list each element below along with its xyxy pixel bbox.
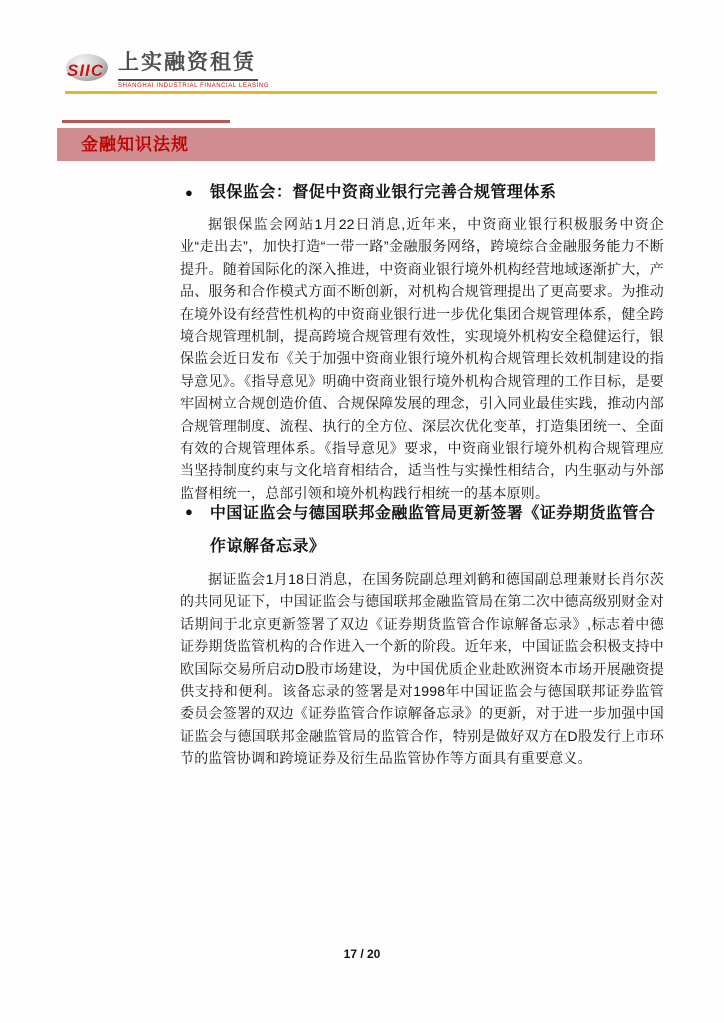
- article-body: 据证监会1月18日消息，在国务院副总理刘鹤和德国副总理兼财长肖尔茨的共同见证下，中国证监会与德国联邦金融监管局在第二次中德高级别财金对话期间于北京更新签署了双边《证券期货监管合作谅解备忘录》,标志着中德证券期货监管机构的合作进入一个新的阶段。近年来，中国证监会积极支持中欧国际交易所启动D股市场建设，为中国优质企业赴欧洲资本市场开展融资提供支持和便利。该备忘录的签署是对1998年中国证监会与德国联邦证券监管委员会签署的双边《证券监管合作谅解备忘录》的更新，对于进一步加强中国证监会与德国联邦金融监管局的监管合作，特别是做好双方在D股发行上市环节的监管协调和跨境证券及衍生品监管协作等方面具有重要意义。: [180, 571, 664, 767]
- page-number: 17 / 20: [343, 947, 381, 961]
- article-heading-text: 银保监会：督促中资商业银行完善合规管理体系: [209, 184, 557, 201]
- section-title: 金融知识法规: [81, 135, 189, 154]
- header-gold-rule: [65, 91, 657, 94]
- siic-logo-mark: SIIC: [67, 61, 105, 80]
- article-heading: [185, 497, 663, 563]
- company-name-en: SHANGHAI INDUSTRIAL FINANCIAL LEASING: [118, 83, 270, 89]
- article-heading: [185, 181, 663, 205]
- article-body: 据银保监会网站1月22日消息,近年来，中资商业银行积极服务中资企业“走出去”，加快打造“一带一路”金融服务网络，跨境综合金融服务能力不断提升。随着国际化的深入推进，中资商业银行境外机构经营地域逐渐扩大，产品、服务和合作模式方面不断创新，对机构合规管理提出了更高要求。为推动在境外设有经营性机构的中资商业银行进一步优化集团合规管理体系，健全跨境合规管理机制，提高跨境合规管理有效性，实现境外机构安全稳健运行，银保监会近日发布《关于加强中资商业银行境外机构合规管理长效机制建设的指导意见》。《指导意见》明确中资商业银行境外机构合规管理的工作目标，是要牢固树立合规创造价值、合规保障发展的理念，引入同业最佳实践，推动内部合规管理制度、流程、执行的全方位、深层次优化变革，打造集团统一、全面有效的合规管理体系。《指导意见》要求，中资商业银行境外机构合规管理应当坚持制度约束与文化培育相结合，适当性与实操性相结合，内生驱动与外部监督相统一，总部引领和境外机构践行相统一的基本原则。: [180, 216, 664, 501]
- company-names: [118, 46, 269, 89]
- article-heading-text: 中国证监会与德国联邦金融监管局更新签署《证券期货监管合作谅解备忘录》: [209, 505, 656, 555]
- bullet-icon: ●: [185, 504, 193, 519]
- company-name-cn: 上实融资租赁: [118, 46, 258, 81]
- banner-accent-line: [62, 120, 230, 123]
- bullet-icon: ●: [185, 185, 193, 200]
- section-banner: [57, 128, 655, 161]
